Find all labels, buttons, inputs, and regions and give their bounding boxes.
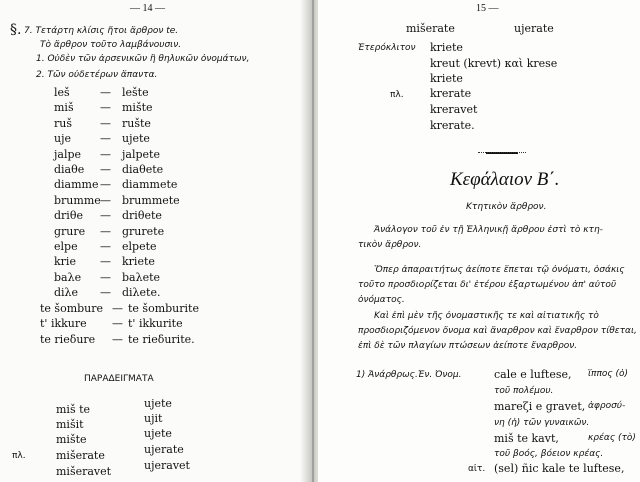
paragraph-line: Ἀνάλογον τοῦ ἐν τῇ Ἑλληνικῇ ἄρθρου ἐστὶ τὸ κτη- xyxy=(374,225,603,235)
greek-gloss: τοῦ πολέμου. xyxy=(494,386,554,396)
definite-form: baλete xyxy=(122,270,161,284)
albanian-example: cale e luftese, xyxy=(494,368,572,381)
right-page xyxy=(318,0,640,482)
definite-form: lešte xyxy=(122,86,149,99)
paragraph-line: τοῦτο προσδιορίζεται δι' ἑτέρου ἐξαρτωμένου ἀπ' αὐτοῦ xyxy=(358,280,617,290)
rule-line: 1. Οὐδὲν τῶν ἀρσενικῶν ἢ θηλυκῶν ὀνομάτων, xyxy=(36,54,250,64)
paragraph-line: ἐπὶ δὲ τῶν πλαγίων πτώσεων ἀείποτε ἔναρθρον. xyxy=(358,341,578,351)
singular-form: elpe xyxy=(54,240,78,253)
declension-line: krerate xyxy=(430,87,472,100)
dash-separator: — xyxy=(100,163,111,176)
example-word: ujeravet xyxy=(144,459,190,472)
section-mark: §. xyxy=(10,22,22,38)
definite-form: kriete xyxy=(122,255,155,269)
greek-gloss: κρέας (τὸ) xyxy=(588,433,636,443)
singular-form: te šombure xyxy=(40,302,104,315)
chapter-title: Κεφάλαιον Β΄. xyxy=(450,169,560,190)
dash-separator: — xyxy=(100,147,111,161)
definite-form: te šomburite xyxy=(128,302,199,315)
greek-gloss: ἀφροσύ- xyxy=(588,401,626,411)
definite-form: diλete. xyxy=(122,286,161,300)
definite-form: brummete xyxy=(122,193,180,207)
page-number: 15 — xyxy=(476,3,499,14)
definite-form: driθete xyxy=(122,209,162,223)
ornament-dots xyxy=(478,152,526,153)
dash-separator: — xyxy=(100,255,111,269)
paragraph-line: Ὅπερ ἀπαραιτήτως ἀείποτε ἕπεται τῷ ὀνόματι, ὁσάκις xyxy=(374,265,625,275)
paragraph-line: προσδιοριζόμενον ὄνομα καὶ ἄναρθρον καὶ ἔναρθρον τίθεται, xyxy=(358,326,637,336)
dash-separator: — xyxy=(100,101,111,115)
singular-form: jalpe xyxy=(54,147,82,161)
table-cell: ujerate xyxy=(514,22,554,35)
singular-form: t' ikkure xyxy=(40,317,87,331)
dash-separator: — xyxy=(100,116,111,130)
page-number: — 14 — xyxy=(130,3,165,14)
singular-form: brumme xyxy=(54,193,101,207)
albanian-example: mareζi e gravet, xyxy=(494,400,586,413)
heteroclite-label: Ἑτερόκλιτον xyxy=(358,43,416,53)
definite-form: jalpete xyxy=(122,147,160,161)
section-heading: 7. Τετάρτη κλίσις ἤτοι ἄρθρον te. xyxy=(24,26,179,36)
singular-form: krie xyxy=(54,255,76,269)
singular-form: diλe xyxy=(54,286,79,300)
greek-gloss: νη (ἡ) τῶν γυναικῶν. xyxy=(494,418,590,428)
dash-separator: — xyxy=(100,240,111,253)
dash-separator: — xyxy=(112,302,123,315)
paragraph-line: Καὶ ἐπὶ μὲν τῆς ὀνομαστικῆς τε καὶ αἰτιατικῆς τὸ xyxy=(374,311,599,321)
singular-form: grure xyxy=(54,224,86,238)
plural-label: πλ. xyxy=(390,90,404,100)
dash-separator: — xyxy=(100,178,111,192)
chapter-subtitle: Κτητικὸν ἄρθρον. xyxy=(466,202,547,212)
singular-form: leš xyxy=(54,86,70,99)
plural-label: πλ. xyxy=(12,451,26,461)
dash-separator: — xyxy=(100,286,111,300)
example-word: mište xyxy=(56,433,87,446)
definite-form: grurete xyxy=(122,224,165,238)
definite-form: te rieδurite. xyxy=(128,332,195,346)
declension-line: kriete xyxy=(430,41,463,54)
dash-separator: — xyxy=(100,209,111,223)
greek-gloss: ἵππος (ὁ) xyxy=(588,369,629,379)
dash-separator: — xyxy=(100,193,111,207)
example-word: mišerate xyxy=(56,449,105,462)
example-word: ujete xyxy=(144,397,172,410)
definite-form: rušte xyxy=(122,116,151,130)
singular-form: baλe xyxy=(54,270,82,284)
definite-form: diammete xyxy=(122,178,178,192)
singular-form: miš xyxy=(54,101,74,115)
left-page xyxy=(0,0,316,482)
definite-form: ujete xyxy=(122,132,150,146)
albanian-example: miš te kavt, xyxy=(494,432,559,445)
singular-form: driθe xyxy=(54,209,83,223)
examples-heading: ΠΑΡΑΔΕΙΓΜΑΤΑ xyxy=(84,374,154,384)
singular-form: uje xyxy=(54,132,72,146)
singular-form: diamme xyxy=(54,178,99,192)
example-word: ujit xyxy=(144,412,163,425)
example-word: ujete xyxy=(144,427,172,440)
paragraph-line: ὀνόματος. xyxy=(358,295,405,305)
example-word: mišeravet xyxy=(56,465,112,478)
table-cell: mišerate xyxy=(406,22,455,35)
declension-line: kreut (krevt) καὶ krese xyxy=(430,57,558,70)
declension-line: kriete xyxy=(430,72,463,85)
dash-separator: — xyxy=(112,332,123,346)
dash-separator: — xyxy=(100,270,111,284)
greek-gloss: τοῦ βοός, βόειον κρέας. xyxy=(494,449,604,459)
singular-form: diaθe xyxy=(54,163,85,176)
singular-form: ruš xyxy=(54,116,72,130)
dash-separator: — xyxy=(100,86,111,99)
dash-separator: — xyxy=(100,224,111,238)
declension-line: kreravet xyxy=(430,103,478,116)
dash-separator: — xyxy=(100,132,111,146)
dash-separator: — xyxy=(112,317,123,331)
example-number: 1) Ἀνάρθρως. xyxy=(356,370,418,380)
definite-form: diaθete xyxy=(122,163,164,176)
definite-form: t' ikkurite xyxy=(128,317,183,331)
definite-form: elpete xyxy=(122,240,157,253)
example-line: (sel) ñic kale te luftese, xyxy=(494,462,625,475)
example-word: ujerate xyxy=(144,443,184,456)
case-label: αἰτ. xyxy=(468,464,486,474)
intro-line: Τὸ ἄρθρον τοῦτο λαμβάνουσιν. xyxy=(40,40,182,50)
definite-form: mište xyxy=(122,101,153,115)
singular-form: te rieδure xyxy=(40,332,96,346)
example-word: mišit xyxy=(56,418,84,431)
declension-line: krerate. xyxy=(430,119,475,132)
case-label: Ἑν. Ὀνομ. xyxy=(418,370,462,380)
example-word: miš te xyxy=(56,403,91,416)
rule-line: 2. Τῶν οὐδετέρων ἅπαντα. xyxy=(36,70,158,80)
paragraph-line: τικὸν ἄρθρον. xyxy=(358,240,422,250)
